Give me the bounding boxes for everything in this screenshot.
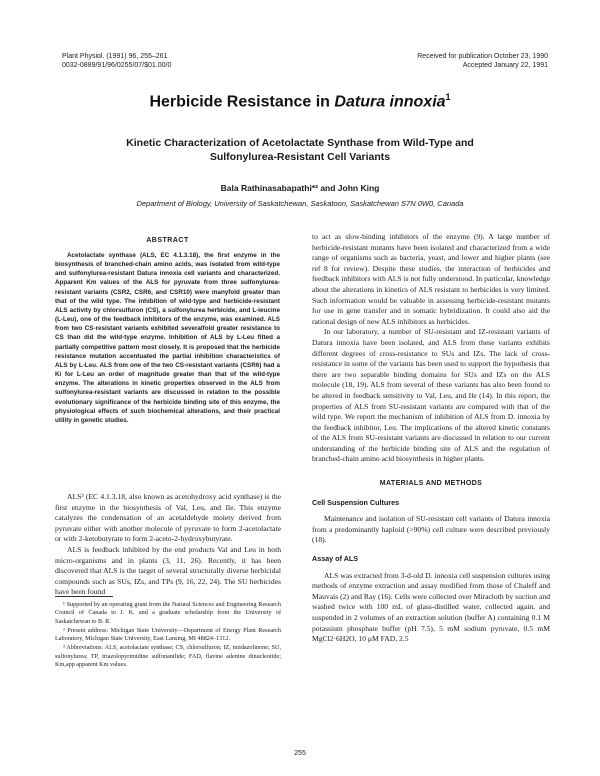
left-column-body [55,492,281,598]
received-date: Received for publication October 23, 1990 [417,53,548,60]
footnote-2: ² Present address: Michigan State University—Department of Energy Plant Research Laboratory, Michigan State University, East Lansing, MI 48824–1312. [55,626,281,643]
journal-line-1: Plant Physiol. (1991) 96, 255–261 [62,53,168,60]
right-column-body [312,232,550,645]
abstract-heading: ABSTRACT [146,237,189,244]
intro-paragraph-4: In our laboratory, a number of SU-resistant and IZ-resistant variants of Datura innoxia have been isolated, and ALS from these variants exhibits different degrees of cross-resistance to SUs and IZs. The lack of cross-resistance in some of the variants has been used to support the hypothesis that there are two separable binding domains for SUs and IZs on the ALS molecule (18, 19). ALS from several of these variants has also been found to be altered in feedback sensitivity to Val, Leu, and Ile (14). In this report, the properties of ALS from SU-resistant variants are compared with that of the wild type. We report the mechanism of inhibition of ALS from D. innoxia by the feedback inhibitor, Leu. The implications of the altered kinetic constants of the ALS from SU-resistant variants are discussed in relation to our current understanding of the herbicide binding site of ALS and the regulation of branched-chain amino acid biosynthesis in higher plants. [312,327,550,464]
intro-paragraph-2: ALS is feedback inhibited by the end products Val and Leu in both micro-organisms and in plants (3, 11, 26). Recently, it has been discovered that ALS is the target of several structurally diverse herbicidal compounds such as SUs, IZs, and TPs (9, 16, 22, 24). The SU herbicides have been found [55,544,281,597]
footnotes [55,601,281,670]
methods-heading: MATERIALS AND METHODS [379,480,483,488]
affiliation: Department of Biology, University of Saskatchewan, Saskatoon, Saskatchewan S7N 0W0, Canada [136,199,464,208]
footnote-1: ¹ Supported by an operating grant from the Natural Sciences and Engineering Research Council of Canada to J. K. and a graduate scholarship from the University of Saskatchewan to B. R. [55,601,281,625]
abstract-text: Acetolactate synthase (ALS, EC 4.1.3.18), the first enzyme in the biosynthesis of branched-chain amino acids, was isolated from wild-type and sulfonylurea-resistant Datura innoxia cell variants and characterized. Apparent Km values of the ALS for pyruvate from three sulfonylurea-resistant variants (CSR2, CSR6, and CSR10) were manyfold greater than that of the wild type. The inhibition of wild-type and herbicide-resistant ALS activity by chlorsulfuron (CS), a sulfonylurea herbicide, and L-leucine (L-Leu), one of the feedback inhibitors of the enzyme, was examined. ALS from two CS-resistant variants exhibited severalfold greater resistance to CS than did the wild-type enzyme. Inhibition of ALS by L-Leu fitted a partially competitive pattern most closely. It is proposed that the herbicide resistance mutation accentuated the partial inhibition characteristics of ALS by L-Leu. ALS from one of the two CS-resistant variants (CSR6) had a Ki for L-Leu an order of magnitude greater than that of the wild-type enzyme. The alterations in kinetic properties observed in the ALS from sulfonylurea-resistant variants are discussed in relation to the possible evolutionary significance of the herbicide binding site of this enzyme, the physiological effects of such biochemical alterations, and their practical utility in genetic studies. [55,252,280,424]
footnote-3: ³ Abbreviations: ALS, acetolactate synthase; CS, chlorsulfuron; IZ, imidazolinone; SU, sulfonylurea; TP, triazolopyrimidine sulfonanilide; FAD, flavine adenine dinucleotide; Km,app apparent Km values. [55,644,281,669]
assay-paragraph: ALS was extracted from 3-d-old D. innoxia cell suspension cultures using methods of enzyme extraction and assay modified from those of Chaleff and Mauvais (2) and Ray (16). Cells were collected over Miracloth by suction and washed twice with 100 mL of glass-distilled water, collected again, and suspended in 2 volumes of an extraction solution (buffer A) containing 0.1 M potassium phosphate buffer (pH 7.5), 5 mM sodium pyruvate, 0.5 mM MgCl2·6H2O, 10 μM FAD, 2.5 [312,570,550,644]
subsection-heading-assay: Assay of ALS [312,554,359,564]
page-number: 255 [294,750,306,757]
intro-paragraph-1: ALS³ (EC 4.1.3.18, also known as acetohydroxy acid synthase) is the first enzyme in the biosynthesis of Val, Leu, and Ile. This enzyme catalyzes the condensation of an acetaldehyde moiety derived from pyruvate either with another molecule of pyruvate to form 2-acetolactate or with 2-ketobutyrate to form 2-aceto-2-hydroxybutyrate. [55,492,281,544]
title-footnote-mark: 1 [445,92,451,102]
subsection-heading-cultures: Cell Suspension Cultures [312,497,400,507]
title-species: Datura innoxia [334,93,446,111]
publication-dates [417,52,548,70]
journal-line-2: 0032-0889/91/96/0255/07/$01.00/0 [62,62,172,69]
paper-title [0,92,600,111]
cultures-paragraph: Maintenance and isolation of SU-resistant cell variants of Datura innoxia from a predominantly haploid (>90%) cell culture were described previously (18). [312,514,550,545]
accepted-date: Accepted January 22, 1991 [462,62,548,69]
title-main: Herbicide Resistance in [149,93,335,111]
paper-subtitle: Kinetic Characterization of Acetolactate Synthase from Wild-Type and Sulfonylurea-Resistant Cell Variants [126,137,474,163]
intro-paragraph-3: to act as slow-binding inhibitors of the enzyme (9). A large number of herbicide-resistant mutants have been isolated and characterized from a wide range of organisms such as bacteria, yeast, and lower and higher plants (see ref 8 for review). Despite these studies, the interaction of herbicides and feedback inhibitors with ALS is not fully understood. In particular, knowledge about the alterations in kinetics of ALS resistant to herbicides is very limited. Such information would be valuable in assessing herbicide-resistant mutants for use in gene transfer and in somatic hybridization. It could also aid the rational design of new ALS inhibitors as herbicides. [312,232,551,326]
footnote-divider [55,596,113,597]
journal-citation [62,52,171,70]
authors: Bala Rathinasabapathi*² and John King [220,183,380,193]
